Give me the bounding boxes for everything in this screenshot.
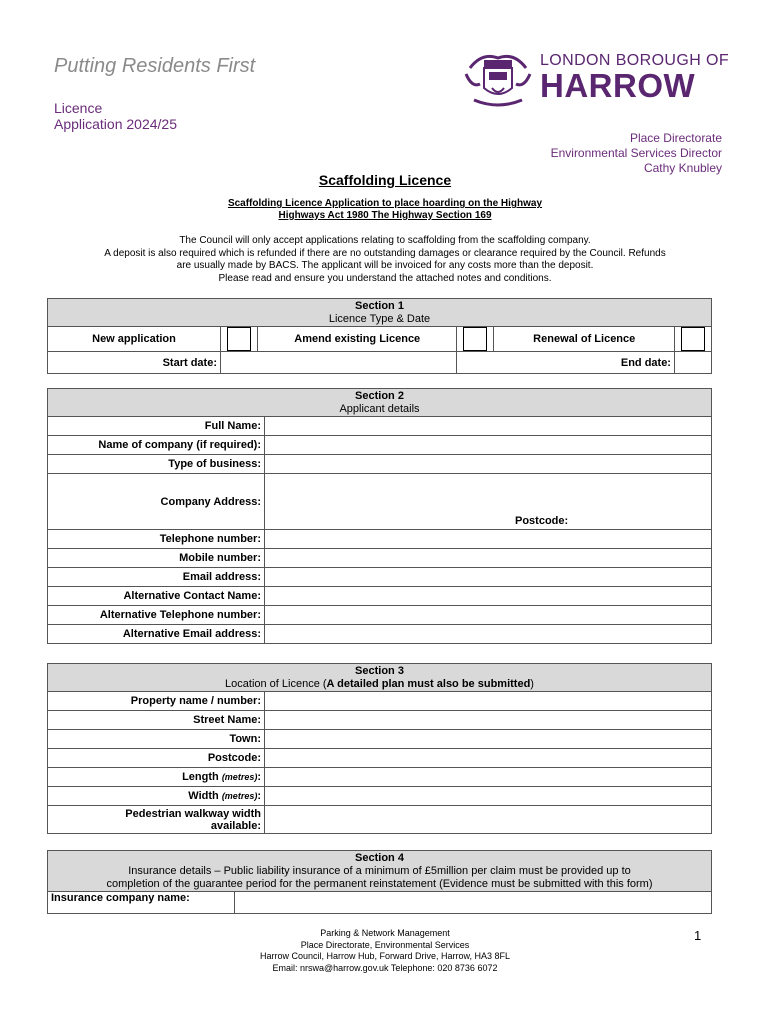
section-1-table — [47, 298, 712, 374]
director-title: Environmental Services Director — [550, 146, 722, 160]
alt-contact-label: Alternative Contact Name: — [48, 587, 265, 606]
section-2-heading: Section 2 — [355, 389, 404, 402]
insurance-company-field[interactable] — [235, 892, 712, 914]
licence-line-2: Application 2024/25 — [54, 116, 177, 132]
footer-line-3: Harrow Council, Harrow Hub, Forward Drive, Harrow, HA3 8FL — [259, 951, 511, 961]
document-subtitle — [0, 198, 770, 222]
amend-licence-checkbox[interactable] — [463, 327, 487, 351]
renewal-licence-checkbox[interactable] — [681, 327, 705, 351]
section-3-table — [47, 663, 712, 834]
new-application-checkbox[interactable] — [227, 327, 251, 351]
amend-licence-label: Amend existing Licence — [258, 327, 457, 352]
section-4-heading: Section 4 — [355, 851, 404, 864]
width-field[interactable] — [265, 787, 712, 806]
tagline: Putting Residents First — [54, 55, 256, 77]
location-postcode-label: Postcode: — [48, 749, 265, 768]
logo-line-1: LONDON BOROUGH OF — [540, 52, 730, 69]
street-label: Street Name: — [48, 711, 265, 730]
directorate: Place Directorate — [629, 131, 722, 145]
section-3-subheading: Location of Licence (A detailed plan must also be submitted) — [225, 677, 534, 690]
width-label: Width (metres): — [48, 787, 265, 806]
crest-icon — [462, 48, 534, 110]
alt-email-label: Alternative Email address: — [48, 625, 265, 644]
section-1-heading: Section 1 — [355, 299, 404, 312]
start-date-label: Start date: — [48, 352, 221, 374]
section-1-subheading: Licence Type & Date — [328, 312, 431, 325]
logo-line-2: HARROW — [540, 67, 696, 104]
alt-telephone-field[interactable] — [265, 606, 712, 625]
walkway-field[interactable] — [265, 806, 712, 834]
town-field[interactable] — [265, 730, 712, 749]
length-field[interactable] — [265, 768, 712, 787]
section-4-subheading-2: completion of the guarantee period for the permanent reinstatement (Evidence must be submitted with this form) — [106, 877, 653, 890]
subtitle-line-1: Scaffolding Licence Application to place hoarding on the Highway — [227, 198, 543, 209]
intro-line-2: A deposit is also required which is refunded if there are no outstanding damages or clearance required by the Council. Refunds — [104, 247, 666, 259]
intro-line-3: are usually made by BACS. The applicant will be invoiced for any costs more than the deposit. — [176, 260, 594, 271]
section-2-header — [48, 389, 712, 417]
section-2-subheading: Applicant details — [339, 402, 420, 415]
amend-licence-cell — [457, 327, 494, 352]
harrow-logo — [462, 48, 730, 110]
company-address-field[interactable] — [265, 474, 712, 530]
footer-line-2: Place Directorate, Environmental Services — [300, 939, 470, 950]
section-4-table — [47, 850, 712, 914]
company-name-label: Name of company (if required): — [48, 436, 265, 455]
postcode-label: Postcode: — [515, 515, 569, 527]
page-number: 1 — [694, 928, 702, 943]
subtitle-line-2: Highways Act 1980 The Highway Section 169 — [278, 210, 492, 221]
location-postcode-field[interactable] — [265, 749, 712, 768]
section-3-heading: Section 3 — [355, 664, 404, 677]
intro-line-1: The Council will only accept applications relating to scaffolding from the scaffolding company. — [179, 235, 591, 246]
mobile-label: Mobile number: — [48, 549, 265, 568]
telephone-label: Telephone number: — [48, 530, 265, 549]
new-application-cell — [221, 327, 258, 352]
footer — [0, 928, 770, 974]
length-label: Length (metres): — [48, 768, 265, 787]
insurance-company-label: Insurance company name: — [48, 892, 235, 914]
footer-line-1: Parking & Network Management — [320, 928, 450, 938]
document-title: Scaffolding Licence — [318, 172, 452, 188]
full-name-label: Full Name: — [48, 417, 265, 436]
section-4-subheading-1: Insurance details – Public liability insurance of a minimum of £5million per claim must be provided up to — [128, 864, 631, 877]
alt-contact-field[interactable] — [265, 587, 712, 606]
section-4-header — [48, 851, 712, 892]
company-name-field[interactable] — [265, 436, 712, 455]
email-field[interactable] — [265, 568, 712, 587]
full-name-field[interactable] — [265, 417, 712, 436]
renewal-licence-label: Renewal of Licence — [494, 327, 675, 352]
section-3-header — [48, 664, 712, 692]
mobile-field[interactable] — [265, 549, 712, 568]
end-date-field[interactable] — [674, 352, 711, 374]
alt-email-field[interactable] — [265, 625, 712, 644]
director-name: Cathy Knubley — [643, 161, 722, 175]
licence-line-1: Licence — [54, 100, 103, 116]
new-application-label: New application — [48, 327, 221, 352]
end-date-label: End date: — [457, 352, 675, 374]
intro-line-4: Please read and ensure you understand the attached notes and conditions. — [218, 272, 552, 284]
property-label: Property name / number: — [48, 692, 265, 711]
telephone-field[interactable] — [265, 530, 712, 549]
town-label: Town: — [48, 730, 265, 749]
alt-telephone-label: Alternative Telephone number: — [48, 606, 265, 625]
business-type-field[interactable] — [265, 455, 712, 474]
renewal-licence-cell — [675, 327, 712, 352]
property-field[interactable] — [265, 692, 712, 711]
section-1-header — [48, 299, 712, 327]
footer-line-4: Email: nrswa@harrow.gov.uk Telephone: 020 8736 6072 — [272, 962, 498, 973]
intro-text — [52, 235, 718, 285]
business-type-label: Type of business: — [48, 455, 265, 474]
licence-title — [54, 100, 177, 132]
section-2-table — [47, 388, 712, 644]
walkway-label: Pedestrian walkway width available: — [48, 806, 265, 834]
start-date-field[interactable] — [221, 352, 457, 374]
email-label: Email address: — [48, 568, 265, 587]
street-field[interactable] — [265, 711, 712, 730]
directorate-block — [551, 131, 722, 176]
company-address-label: Company Address: — [48, 474, 265, 530]
